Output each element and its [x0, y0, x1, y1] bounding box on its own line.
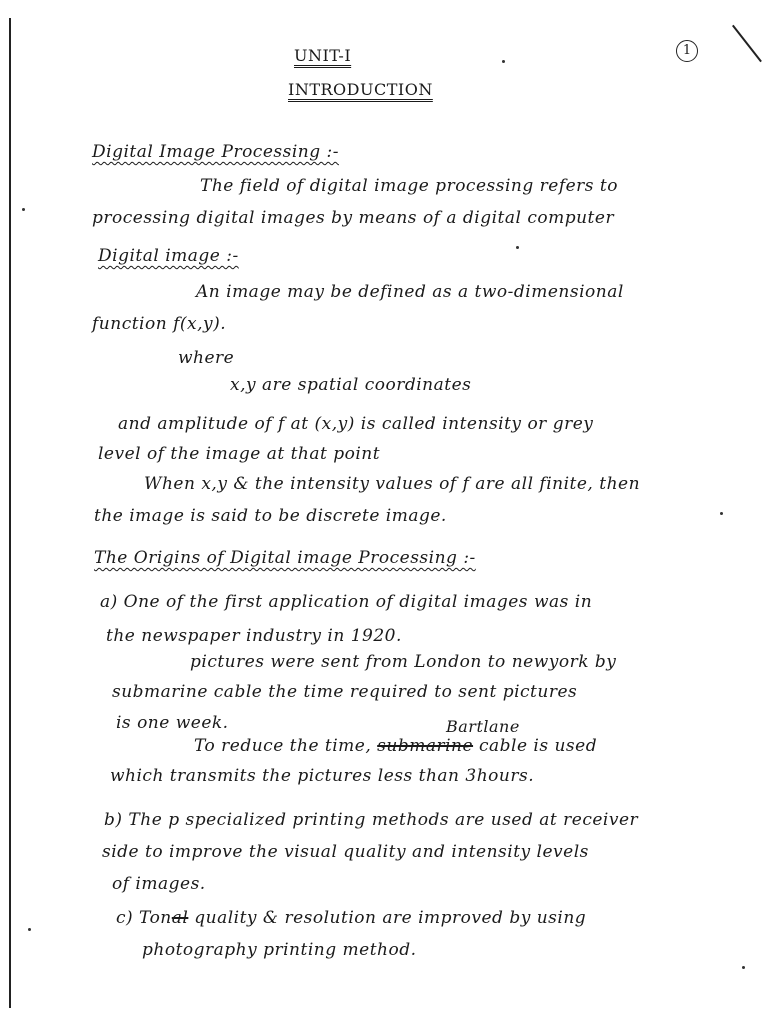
- margin-line: [9, 18, 11, 1008]
- a-line-6-post: cable is used: [478, 736, 598, 756]
- a-line-3: pictures were sent from London to newyork by: [190, 652, 617, 672]
- a-line-6-struck: submarine: [377, 736, 474, 756]
- a-line-5: is one week.: [116, 713, 229, 733]
- heading-digital-image-processing: Digital Image Processing :-: [92, 142, 339, 162]
- di-line-3: and amplitude of f at (x,y) is called intensity or grey: [118, 414, 594, 434]
- b-line-1-pre: b) The: [104, 810, 163, 830]
- a-line-7: which transmits the pictures less than 3hours.: [110, 766, 535, 786]
- di-line-2: function f(x,y).: [92, 314, 227, 334]
- c-line-1: [116, 908, 586, 928]
- c-line-1-pre: c) Ton: [116, 908, 172, 928]
- page-number: 1: [676, 40, 698, 62]
- di-line-4: level of the image at that point: [98, 444, 381, 464]
- c-line-1-struck: al: [171, 908, 189, 928]
- dip-line-2: processing digital images by means of a digital computer: [92, 208, 615, 228]
- b-line-2: side to improve the visual quality and intensity levels: [102, 842, 589, 862]
- a-line-2: the newspaper industry in 1920.: [106, 626, 402, 646]
- c-line-1-post: quality & resolution are improved by using: [194, 908, 587, 928]
- b-line-1: [104, 810, 638, 830]
- heading-digital-image: Digital image :-: [98, 246, 239, 266]
- a-insert-bartlane: Bartlane: [446, 717, 520, 736]
- page-title: INTRODUCTION: [288, 80, 433, 99]
- b-line-1-p: p: [168, 810, 180, 830]
- scan-speck: [502, 60, 505, 63]
- di-line-6: the image is said to be discrete image.: [94, 506, 447, 526]
- heading-origins: The Origins of Digital image Processing :-: [94, 548, 476, 568]
- scan-speck: [28, 928, 31, 931]
- corner-tick-mark: [732, 25, 762, 62]
- di-xy: x,y are spatial coordinates: [230, 375, 472, 395]
- a-line-4: submarine cable the time required to sent pictures: [112, 682, 578, 702]
- b-line-3: of images.: [112, 874, 206, 894]
- unit-title: UNIT-I: [294, 46, 352, 65]
- scan-speck: [516, 246, 519, 249]
- scan-speck: [720, 512, 723, 515]
- a-line-6-pre: To reduce the time,: [194, 736, 372, 756]
- di-where: where: [178, 348, 235, 368]
- a-line-1: a) One of the first application of digital images was in: [100, 592, 593, 612]
- scan-speck: [742, 966, 745, 969]
- c-line-2: photography printing method.: [142, 940, 417, 960]
- a-line-6: [194, 736, 597, 756]
- b-line-1-post: specialized printing methods are used at receiver: [185, 810, 639, 830]
- scan-speck: [22, 208, 25, 211]
- dip-line-1: The field of digital image processing refers to: [200, 176, 618, 196]
- di-line-1: An image may be defined as a two-dimensional: [196, 282, 624, 302]
- di-line-5: When x,y & the intensity values of f are all finite, then: [144, 474, 641, 494]
